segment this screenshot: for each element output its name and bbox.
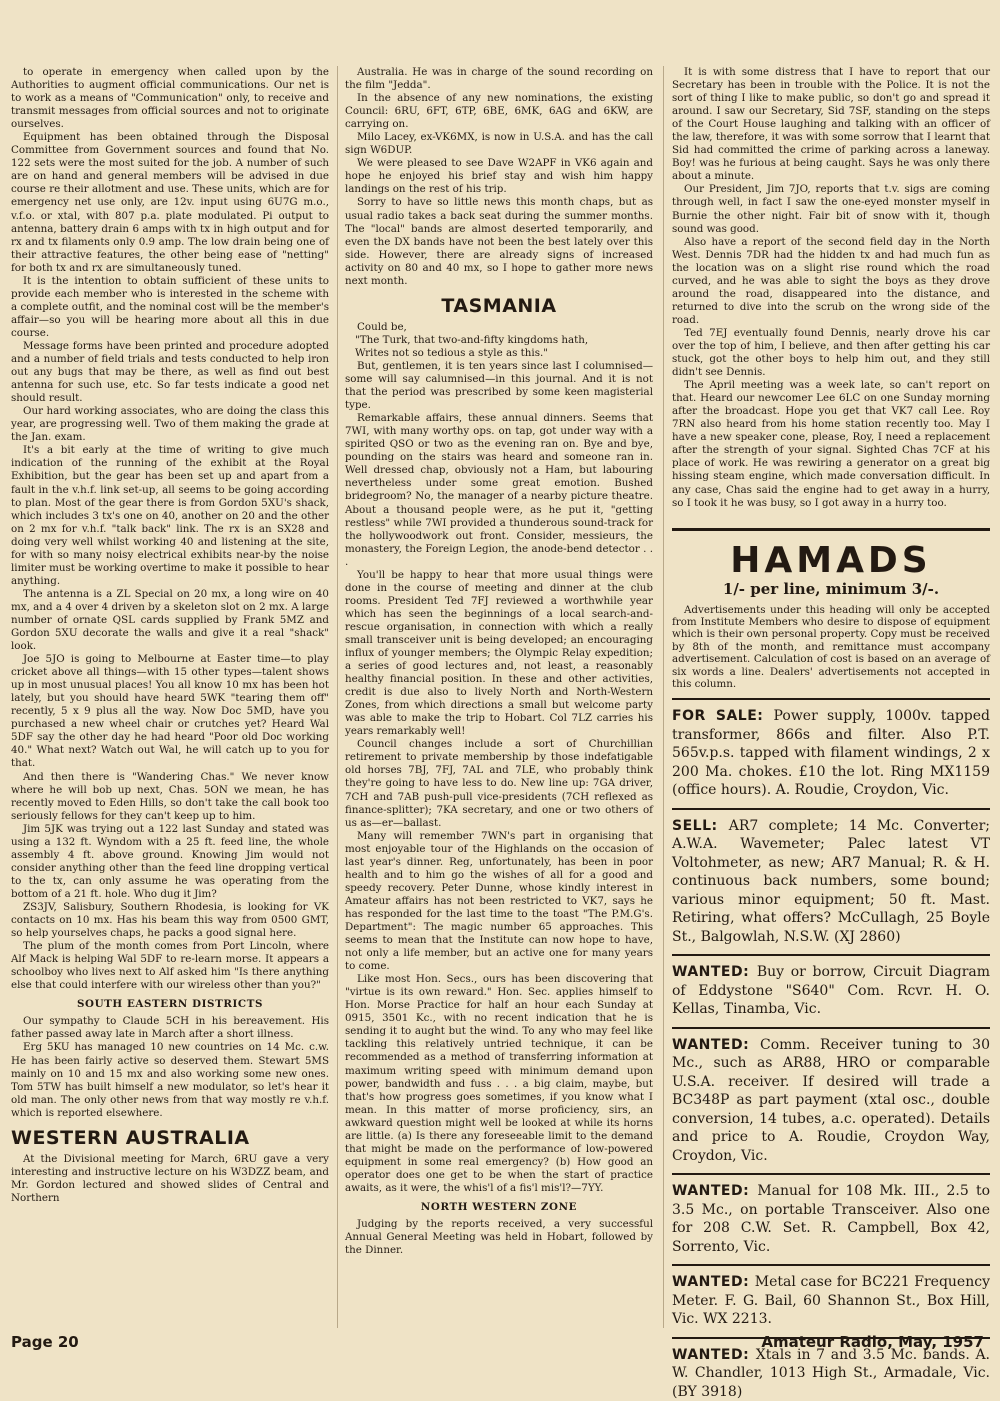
paragraph: It's a bit early at the time of writing to give much indication of the running of the exhibit at the Royal Exhibition, but the gear has been set up and apart from a fault in the v.h.f. link set-up, all seems to be going according to plan. Most of the gear there is from Gordon 5XU's shack, which includes 3 tx's one on 40, another on 20 and the other on 2 mx for v.h.f. "talk back" link. The rx is an SX28 and doing very well whilst working 40 and listening at the site, for with so many noisy electrical exhibits near-by the noise limiter must be working overtime to make it possible to hear anything.	[11, 444, 329, 587]
paragraph: Judging by the reports received, a very successful Annual General Meeting was held in Hobart, followed by the Dinner.	[345, 1218, 653, 1257]
paragraph: It is the intention to obtain sufficient of these units to provide each member who is interested in the scheme with a complete outfit, and the nominal cost will be the member's affair—so you will be hearing more about all this in due course.	[11, 274, 329, 339]
section-heading-western-australia: WESTERN AUSTRALIA	[11, 1126, 250, 1149]
paragraph: But, gentlemen, it is ten years since last I columnised—some will say calumnised—in this journal. And it is not that the period was prescribed by some keen magisterial type.	[345, 359, 653, 412]
quote-line: "The Turk, that two-and-fifty kingdoms hath,	[355, 333, 589, 346]
paragraph: Australia. He was in charge of the sound recording on the film "Jedda".	[345, 66, 653, 92]
paragraph: We were pleased to see Dave W2APF in VK6 again and hope he enjoyed his brief stay and wish him happy landings on the rest of his trip.	[345, 157, 653, 196]
ad-heading: WANTED:	[672, 1346, 756, 1363]
sub-heading-south-eastern-districts: SOUTH EASTERN DISTRICTS	[76, 998, 263, 1011]
column-1	[11, 66, 329, 1328]
ad-body: Power supply, 1000v. tapped transformer, 866s and filter. Also P.T. 565v.p.s. tapped with filament windings, 2 x 200 Ma. chokes. £10 the lot. Ring MX1159 (office hours). A. Roudie, Croydon, Vic.	[672, 708, 990, 799]
ad-heading: WANTED:	[672, 1274, 755, 1291]
column-divider	[663, 66, 664, 1328]
paragraph: The April meeting was a week late, so can't report on that. Heard our newcomer Lee 6LC on one Sunday morning after the broadcast. Hope you get that VK7 call Lee. Roy 7RN also heard from his home station recently too. May I have a new speaker cone, please, Roy, I need a replacement after the strength of your signal. Sighted Chas 7CF at his place of work. He was rewiring a generator on a great big hissing steam engine, which made conversation difficult. In any case, Chas said the engine had to get away in a hurry, so I took it he was busy, so I got away in a hurry too.	[672, 379, 990, 509]
paragraph: Milo Lacey, ex-VK6MX, is now in U.S.A. and has the call sign W6DUP.	[345, 131, 653, 157]
paragraph: At the Divisional meeting for March, 6RU gave a very interesting and instructive lecture on his W3DZZ beam, and Mr. Gordon lectured and showed slides of Central and Northern	[11, 1152, 329, 1204]
quote-line: Writes not so tedious a style as this."	[355, 346, 548, 359]
paragraph: Our President, Jim 7JO, reports that t.v. sigs are coming through well, in fact I saw the one-eyed monster myself in Burnie the other night. Fair bit of snow with it, though sound was good.	[672, 183, 990, 235]
section-heading-tasmania: TASMANIA	[441, 294, 557, 317]
ad-body: Metal case for BC221 Frequency Meter. F. G. Bail, 60 Shannon St., Box Hill, Vic. WX 2213.	[672, 1274, 990, 1328]
classified-ad	[672, 808, 990, 947]
paragraph: Remarkable affairs, these annual dinners. Seems that 7WI, with many worthy ops. on tap, got under way with a spirited QSO or two as the evening ran on. Bye and bye, pounding on the stairs was heard and someone ran in. Well dressed chap, obviously not a Ham, but labouring nevertheless under some great emotion. Bushed bridegroom? No, the manager of a nearby picture theatre. About a thousand people were, as he put it, "getting restless" while 7WI provided a thunderous sound-track for the hollywoodwork out front. Consider, messieurs, the monastery, the Foreign Legion, the anode-bend detector . . .	[345, 412, 653, 568]
classified-ad	[672, 954, 990, 1019]
classified-ad	[672, 698, 990, 800]
paragraph: It is with some distress that I have to report that our Secretary has been in trouble with the Police. It is not the sort of thing I like to make public, so don't go and spread it around. I saw our Secretary, Sid 7SF, standing on the steps of the Court House laughing and talking with an officer of the law, therefore, it was with some sorrow that I learnt that Sid had committed the crime of parking across a laneway. Boy! was he furious at being caught. Says he was only there about a minute.	[672, 66, 990, 183]
paragraph: Joe 5JO is going to Melbourne at Easter time—to play cricket above all things—with 15 other types—talent shows up in most unusual places! You all know 10 mx has been hot lately, but you should have heard 5WK "tearing them off" recently, 5 x 9 plus all the way. Now Doc 5MD, have you purchased a new wheel chair or crutches yet? Heard Wal 5DF say the other day he had heard "Poor old Doc working 40." What next? Watch out Wal, he will catch up to you for that.	[11, 653, 329, 770]
column-2	[345, 66, 653, 1328]
paragraph: Erg 5KU has managed 10 new countries on 14 Mc. c.w. He has been fairly active so deserved them. Stewart 5MS mainly on 10 and 15 mx and also working some new ones. Tom 5TW has built himself a new modulator, so let's hear it old man. The only other news from that way mostly re v.h.f. which is reported elsewhere.	[11, 1041, 329, 1119]
paragraph: And then there is "Wandering Chas." We never know where he will bob up next, Chas. 5ON we mean, he has recently moved to Eden Hills, so don't take the call book too seriously fellows for they can't keep up to him.	[11, 770, 329, 822]
paragraph: Our hard working associates, who are doing the class this year, are progressing well. Two of them making the grade at the Jan. exam.	[11, 405, 329, 444]
page-number: Page 20	[11, 1333, 79, 1351]
ad-body: AR7 complete; 14 Mc. Converter; A.W.A. Wavemeter; Palec latest VT Voltohmeter, as new; AR7 Manual; R. & H. continuous back numbers, some bound; various minor equipment; 50 ft. Mast. Retiring, what offers? McCullagh, 25 Boyle St., Balgowlah, N.S.W. (XJ 2860)	[672, 817, 991, 945]
col1-paragraphs	[11, 66, 329, 992]
paragraph: The antenna is a ZL Special on 20 mx, a long wire on 40 mx, and a 4 over 4 driven by a skeleton slot on 2 mx. A large number of ornate QSL cards supplied by Frank 5MZ and Gordon 5XU decorate the walls and give it a real "shack" look.	[11, 587, 329, 653]
ad-body: Manual for 108 Mk. III., 2.5 to 3.5 Mc., on portable Transceiver. Also one for 208 C.W. Set. R. Campbell, Box 42, Sorrento, Vic.	[672, 1183, 991, 1255]
paragraph: Also have a report of the second field day in the North West. Dennis 7DR had the hidden tx and had much fun as the location was on a slight rise round which the road curved, and he was able to sight the boys as they drove around the road, disappeared into the distance, and returned to dive into the scrub on the wrong side of the road.	[672, 235, 990, 326]
paragraph: to operate in emergency when called upon by the Authorities to augment official communications. Our net is to work as a means of "Communication" only, to receive and transmit messages from official sources and not to originate ourselves.	[11, 66, 329, 131]
ad-body: Buy or borrow, Circuit Diagram of Eddystone "S640" Com. Rcvr. H. O. Kellas, Tinamba, Vic.	[672, 964, 991, 1018]
paragraph: Jim 5JK was trying out a 122 last Sunday and stated was using a 132 ft. Wyndom with a 25 ft. feed line, the whole assembly 4 ft. above ground. Knowing Jim would not consider anything other than the feed line dropping vertical to the tx, can only assume he was operating from the bottom of a 21 ft. hole. Who dug it Jim?	[11, 822, 329, 900]
hamads-rate: 1/- per line, minimum 3/-.	[722, 579, 940, 598]
paragraph: ZS3JV, Salisbury, Southern Rhodesia, is looking for VK contacts on 10 mx. Has his beam this way from 0500 GMT, so help yourselves chaps, he packs a good signal here.	[11, 901, 329, 940]
hamads-section	[672, 528, 990, 1401]
paragraph: You'll be happy to hear that more usual things were done in the course of meeting and dinner at the club rooms. President Ted 7FJ reviewed a worthwhile year which has seen the beginnings of a local search-and-rescue organisation, in connection with which a really small transceiver unit is being developed; an encouraging influx of younger members; the Olympic Relay expedition; a series of good lectures and, not least, a reasonably healthy financial position. In these and other activities, credit is due also to lively North and North-Western Zones, from which directions a small but welcome party was able to make the trip to Hobart. Col 7LZ carries his years remarkably well!	[345, 568, 653, 738]
paragraph: Equipment has been obtained through the Disposal Committee from Government sources and found that No. 122 sets were the most suited for the job. A number of such are on hand and general members will be advised in due course re their allotment and use. These units, which are for emergency net use only, are 12v. input using 6U7G m.o., v.f.o. or xtal, with 807 p.a. plate modulated. Pi output to antenna, battery drain 6 amps with tx in high output and for rx and tx filaments only 0.9 amp. The low drain being one of their attractive features, the other being ease of "netting" for both tx and rx are simultaneously tuned.	[11, 131, 329, 274]
quote-intro: Could be,	[357, 320, 407, 333]
paragraph: Ted 7EJ eventually found Dennis, nearly drove his car over the top of him, I believe, and then after getting his car stuck, got the other boys to help him out, and they still didn't see Dennis.	[672, 326, 990, 379]
paragraph: Like most Hon. Secs., ours has been discovering that "virtue is its own reward." Hon. Sec. applies himself to Hon. Morse Practice for half an hour each Sunday at 0915, 3501 Kc., with no recent indication that he is sending it to aught but the wind. To any who may feel like tackling this relatively untried technique, it can be recommended as a method of transferring information at maximum writing speed with minimum demand upon power, bandwidth and fuss . . . a big claim, maybe, but that's how progress goes sometimes, if you know what I mean. In this matter of morse proficiency, sirs, an awkward question might well be looked at while its horns are little. (a) Is there any foreseeable limit to the demand that might be made on the performance of low-powered equipment in some real emergency? (b) How good an operator does one get to be when the start of practice awaits, as it were, the whis'l of a fis'l mis'l?—7YY.	[345, 973, 653, 1194]
paragraph: Many will remember 7WN's part in organising that most enjoyable tour of the Highlands on the occasion of last year's dinner. Reg, unfortunately, has been in poor health and to him go the wishes of all for a good and speedy recovery. Peter Dunne, whose kindly interest in Amateur affairs has not been restricted to VK7, says he has responded for the last time to the toast "The P.M.G's. Department": The magic number 65 approaches. This seems to mean that the Institute can now hope to have, not only a life member, but an active one for many years to come.	[345, 829, 653, 973]
ad-heading: WANTED:	[672, 1036, 761, 1053]
column-divider	[337, 66, 338, 1328]
ad-heading: WANTED:	[672, 1183, 758, 1200]
classified-ad	[672, 1173, 990, 1256]
sub-heading-north-western-zone: NORTH WESTERN ZONE	[420, 1200, 578, 1213]
classified-ad	[672, 1264, 990, 1329]
hamads-title: HAMADS	[672, 528, 990, 581]
ad-body: Xtals in 7 and 3.5 Mc. bands. A. W. Chandler, 1013 High St., Armadale, Vic. (BY 3918)	[672, 1346, 991, 1400]
ad-heading: FOR SALE:	[672, 708, 774, 725]
paragraph: The plum of the month comes from Port Lincoln, where Alf Mack is helping Wal 5DF to re-learn morse. It appears a schoolboy who lives next to Alf asked him "Is there anything else that could interfere with our wireless other than you?"	[11, 940, 329, 992]
journal-issue: Amateur Radio, May, 1957	[761, 1333, 984, 1351]
paragraph: Our sympathy to Claude 5CH in his bereavement. His father passed away late in March after a short illness.	[11, 1015, 329, 1041]
paragraph: Message forms have been printed and procedure adopted and a number of field trials and tests conducted to help iron out any bugs that may be there, as well as find out best antenna for such use, etc. So far tests indicate a good net should result.	[11, 339, 329, 405]
hamads-intro: Advertisements under this heading will only be accepted from Institute Members who desire to dispose of equipment which is their own personal property. Copy must be received by 8th of the month, and remittance must accompany advertisement. Calculation of cost is based on an average of six words a line. Dealers' advertisements not accepted in this column.	[672, 603, 990, 691]
paragraph: Council changes include a sort of Churchillian retirement to private membership by those indefatigable old horses 7BJ, 7FJ, 7AL and 7LE, who probably think they're going to have less to do. New line up: 7GA driver, 7CH and 7AB push-pull vice-presidents (7CH reflexed as finance-splitter); 7KA secretary, and one or two others of us as—er—ballast.	[345, 738, 653, 829]
ad-body: Comm. Receiver tuning to 30 Mc., such as AR88, HRO or comparable U.S.A. receiver. If desired will trade a BC348P as part payment (xtal osc., double conversion, 14 tubes, a.c. operated). Details and price to A. Roudie, Croydon Way, Croydon, Vic.	[672, 1036, 990, 1164]
paragraph: Sorry to have so little news this month chaps, but as usual radio takes a back seat during the summer months. The "local" bands are almost deserted temporarily, and even the DX bands have not been the best lately over this side. However, there are already signs of increased activity on 80 and 40 mx, so I hope to gather more news next month.	[345, 196, 653, 287]
ad-heading: WANTED:	[672, 964, 757, 981]
paragraph: In the absence of any new nominations, the existing Council: 6RU, 6FT, 6TP, 6BE, 6MK, 6AG and 6KW, are carrying on.	[345, 92, 653, 131]
ad-heading: SELL:	[672, 817, 729, 834]
classified-ad	[672, 1027, 990, 1166]
